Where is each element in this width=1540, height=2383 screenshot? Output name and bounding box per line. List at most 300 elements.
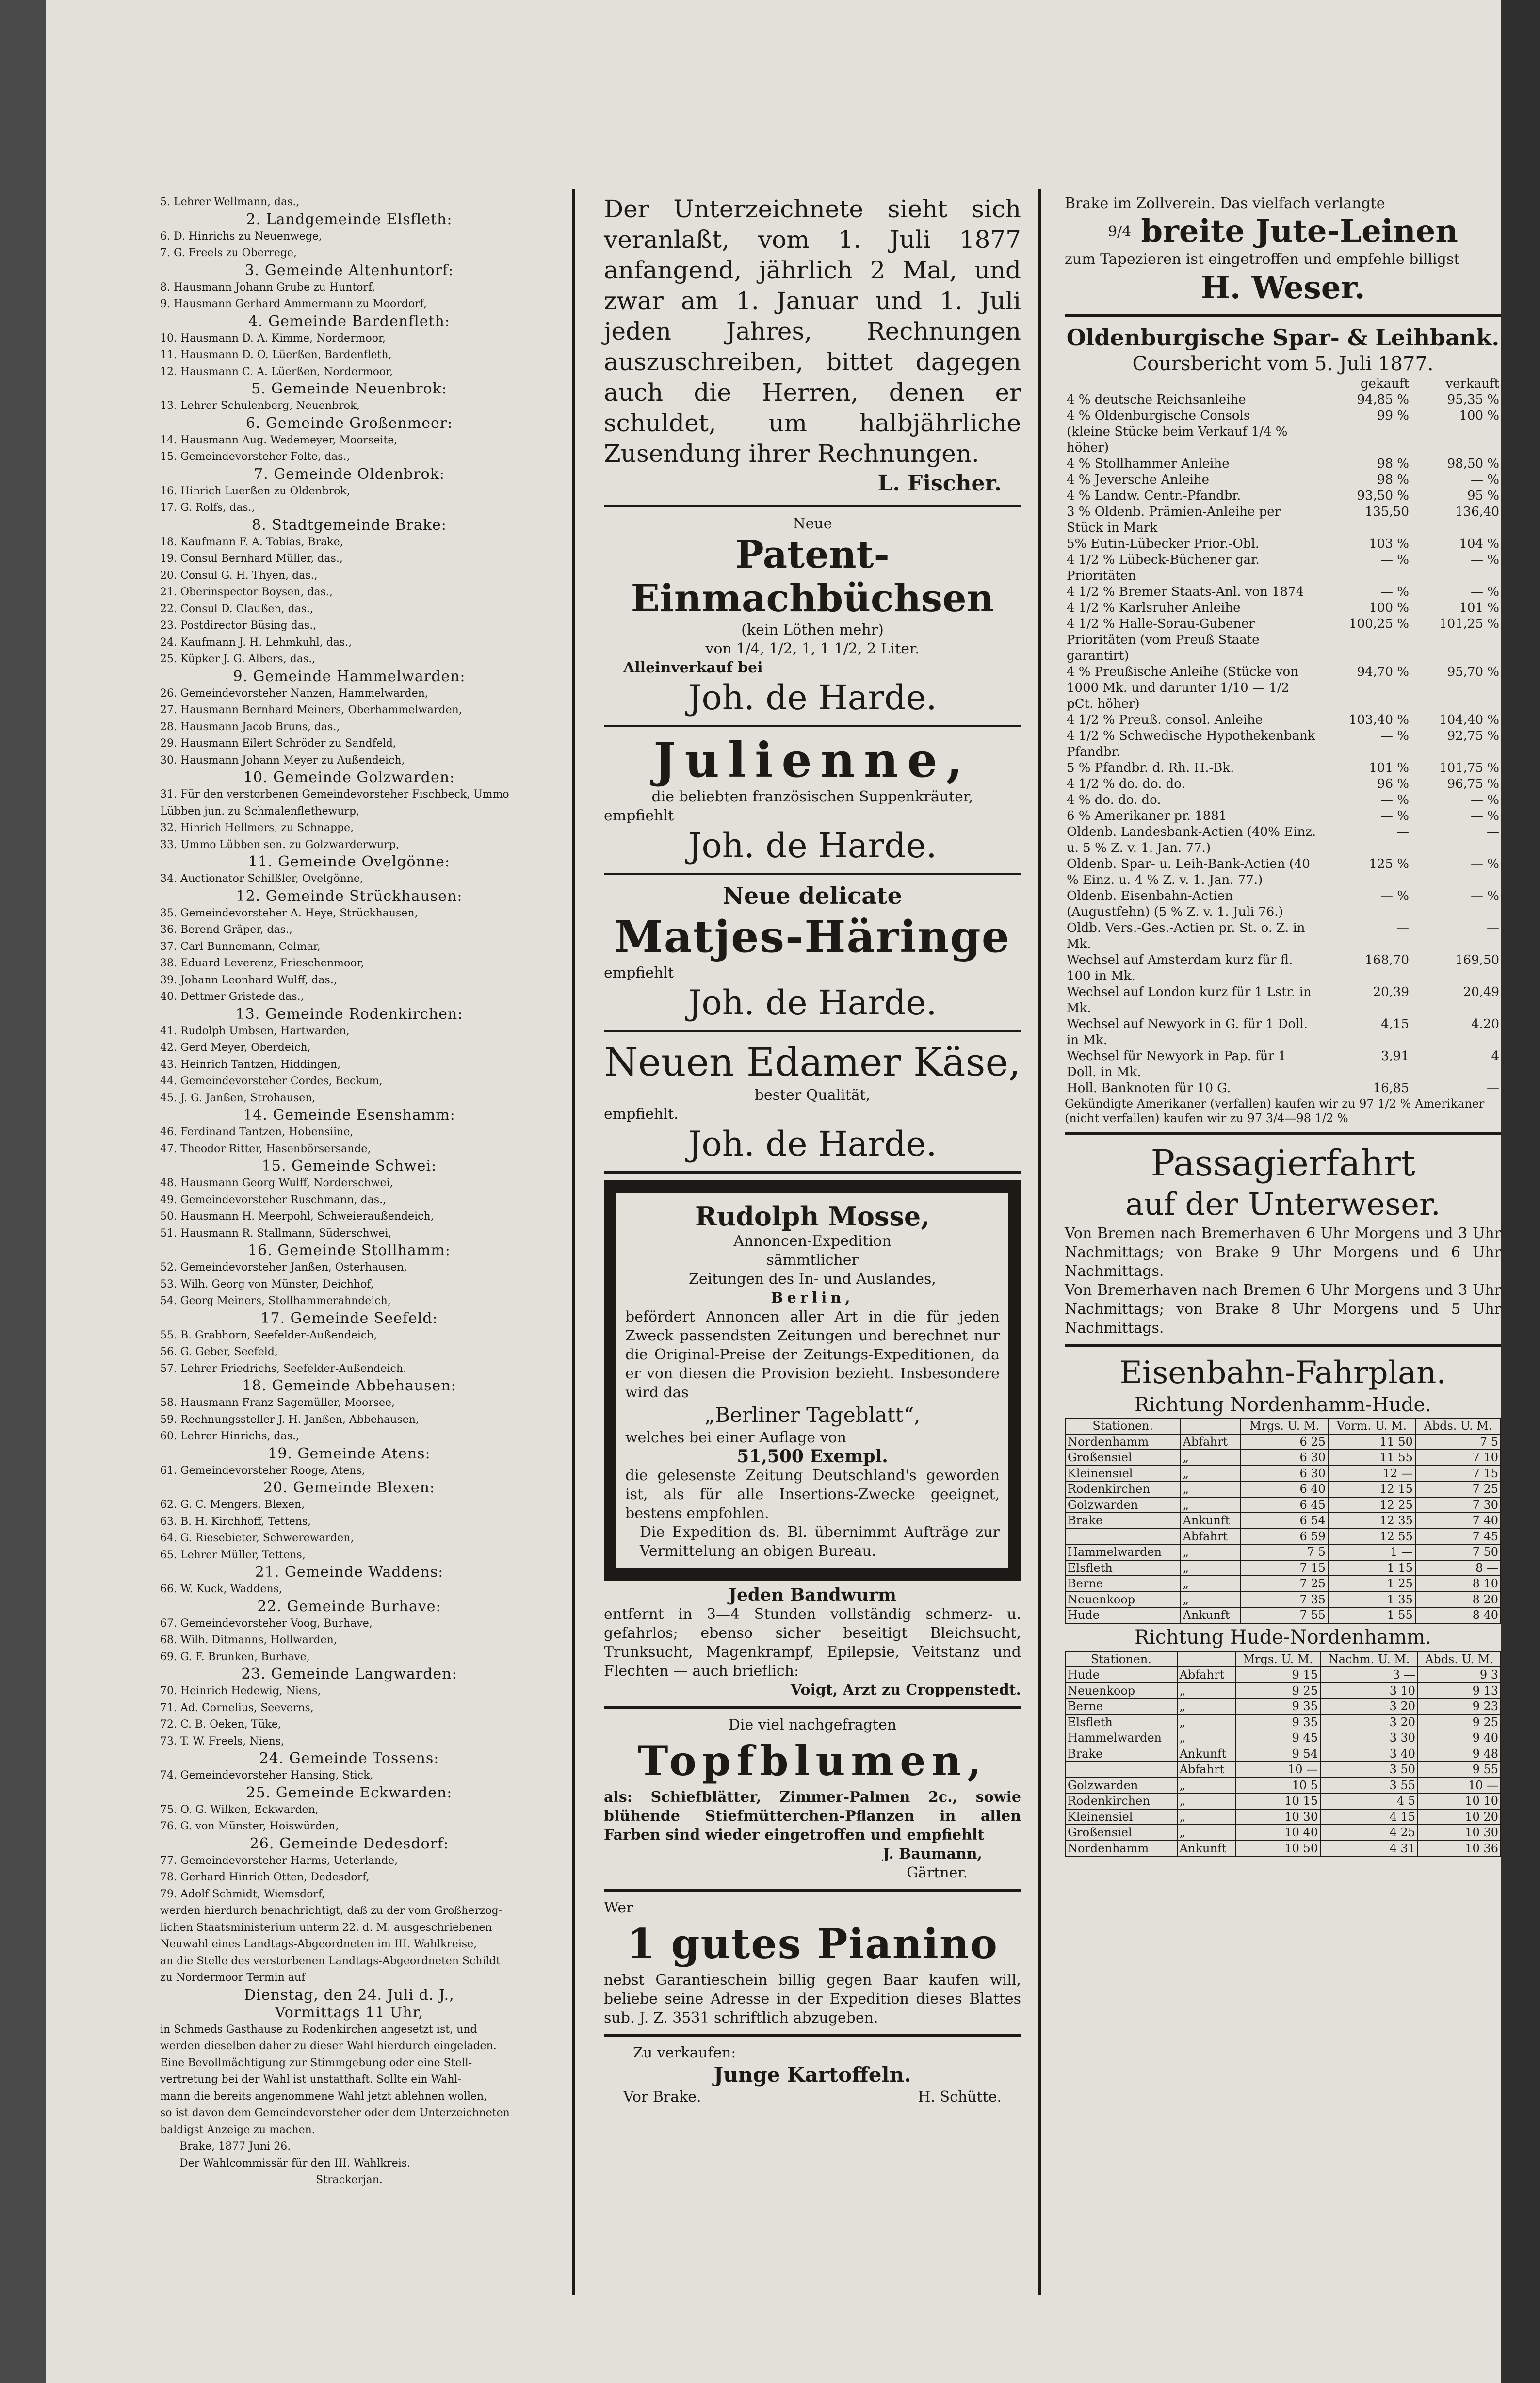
elector-entry: 23. Postdirector Büsing das., [160,620,317,632]
elector-entry: 62. G. C. Mengers, Blexen, [160,1499,305,1511]
rail-event: „ [1181,1497,1241,1513]
elector-entry: 77. Gemeindevorsteher Harms, Ueterlande, [160,1854,398,1867]
rail-row [1065,1746,1501,1762]
bank-security-name: 4 % deutsche Reichsanleihe [1067,392,1246,407]
rail-row [1065,1667,1501,1683]
rail-station: Kleinensiel [1065,1809,1177,1825]
ad-sale-title: Junge Kartoffeln. [713,2063,911,2087]
notice-signatory: Der Wahlcommissär für den III. Wahlkreis. [179,2157,411,2170]
bank-rate-value: — [1487,1081,1499,1095]
elector-entry: 74. Gemeindevorsteher Hansing, Stick, [160,1769,373,1781]
bank-rate-value [1411,424,1501,456]
rail-time: 10 — [1418,1778,1501,1794]
bank-rate-row [1065,488,1501,504]
elector-entry: 67. Gemeindevorsteher Voog, Burhave, [160,1617,373,1630]
rail-time: 1 25 [1328,1576,1415,1592]
municipality-heading: 9. Gemeinde Hammelwarden: [233,668,466,685]
elector-entry: 69. G. F. Brunken, Burhave, [160,1650,310,1663]
bank-rate-value: 104,40 % [1439,713,1499,727]
rail-row [1065,1450,1501,1466]
municipality-heading: 10. Gemeinde Golzwarden: [243,769,455,786]
bank-rate-row [1065,472,1501,488]
ad-matjes-title: Matjes-Häringe [615,911,1010,963]
rail-time: 6 30 [1241,1466,1328,1482]
elector-entry: 8. Hausmann Johann Grube zu Huntorf, [160,281,375,294]
ad-piano-title: 1 gutes Pianino [627,1920,998,1968]
bank-rate-value: 169,50 [1455,953,1499,967]
bank-rate-row [1065,952,1501,984]
rail-column-header: Abds. U. M. [1415,1418,1501,1434]
elector-entry: 16. Hinrich Luerßen zu Oldenbrok, [160,485,350,497]
bank-rate-row [1065,616,1501,664]
rail-time: 7 25 [1241,1576,1328,1592]
ad-worm-signature: Voigt, Arzt zu Croppenstedt. [790,1681,1021,1698]
rail-time: 7 55 [1241,1607,1328,1623]
elector-entry: 33. Ummo Lübben sen. zu Golzwarderwurp, [160,838,399,851]
elector-entry: 64. G. Riesebieter, Schwerewarden, [160,1532,354,1544]
rail-event: Ankunft [1177,1746,1236,1762]
column-finance-transport [1065,194,1501,1857]
municipality-heading: 18. Gemeinde Abbehausen: [242,1377,456,1394]
rail-station: Neuenkoop [1065,1592,1181,1608]
rail-event: „ [1177,1714,1236,1730]
bank-title: Oldenburgische Spar- & Leihbank. [1066,325,1500,351]
rail-event: „ [1181,1466,1241,1482]
bank-security-name: 4 1/2 % Schwedische Hypothekenbank Pfandbr. [1067,729,1315,759]
municipality-heading: 22. Gemeinde Burhave: [257,1598,441,1615]
bank-rate-row [1065,920,1501,952]
rail-direction-2: Richtung Hude-Nordenhamm. [1135,1626,1431,1649]
elector-entry: 11. Hausmann D. O. Lüerßen, Bardenfleth, [160,349,392,361]
rail-time: 9 3 [1418,1667,1501,1683]
bank-rate-value: 4,15 [1381,1017,1409,1031]
ad-mosse-body2: die gelesenste Zeitung Deutschland's geworden ist, als für alle Insertions-Zwecke geeignet, bestens empfohlen. [625,1467,1000,1522]
bank-rate-row [1065,408,1501,424]
ad-jute-line1: Brake im Zollverein. Das vielfach verlangte [1065,195,1385,212]
bank-rate-value: 100,25 % [1349,617,1409,631]
municipality-heading: 14. Gemeinde Esenshamm: [243,1107,455,1124]
rail-event: Abfahrt [1177,1762,1236,1778]
elector-entry: 49. Gemeindevorsteher Ruschmann, das., [160,1193,387,1206]
rail-time: 11 50 [1328,1434,1415,1450]
rail-event: „ [1177,1683,1236,1699]
fischer-signature: L. Fischer. [877,471,1002,496]
ad-einmach-line2: von 1/4, 1/2, 1, 1 1/2, 2 Liter. [705,640,920,657]
ship-title: Passagierfahrt [1151,1143,1415,1184]
elector-entry: 31. Für den verstorbenen Gemeindevorsteher Fischbeck, Ummo [160,788,509,800]
rail-time: 6 59 [1241,1529,1328,1545]
bank-security-name: (kleine Stücke beim Verkauf 1/4 % höher) [1067,424,1288,455]
rail-time: 10 50 [1235,1841,1320,1857]
fischer-notice: Der Unterzeichnete sieht sich veranlaßt, vom 1. Juli 1877 anfangend, jährlich 2 Mal, und zwar am 1. Januar und 1. Juli jeden Jahres, Rechnungen auszuschreiben, bittet dagegen auch die Herren, denen er schuldet, um halbjährliche Zusendung ihrer Rechnungen. [604,195,1021,468]
elector-entry: 70. Heinrich Hedewig, Niens, [160,1685,321,1697]
rail-time: 1 35 [1328,1592,1415,1608]
bank-rate-value: 104 % [1459,537,1499,551]
rail-row [1065,1698,1501,1714]
rail-station: Hammelwarden [1065,1544,1181,1560]
rail-time: 3 40 [1320,1746,1418,1762]
notice-place-date: Brake, 1877 Juni 26. [179,2140,291,2153]
rail-column-header: Nachm. U. M. [1320,1651,1418,1667]
rail-row [1065,1762,1501,1778]
bank-subtitle: Coursbericht vom 5. Juli 1877. [1132,353,1434,375]
bank-rate-row [1065,808,1501,824]
bank-security-name: 4 % do. do. do. [1067,793,1161,807]
rail-station: Neuenkoop [1065,1683,1177,1699]
rail-time: 7 15 [1415,1466,1501,1482]
bank-rate-value: — % [1471,473,1499,487]
elector-entry: 71. Ad. Cornelius, Seeverns, [160,1701,314,1714]
ad-jute-fraction: 9/4 [1108,223,1132,240]
rail-event: „ [1177,1730,1236,1746]
rail-time: 10 40 [1235,1825,1320,1841]
elector-entry: 6. D. Hinrichs zu Neuenwege, [160,230,322,243]
rail-event: „ [1181,1576,1241,1592]
bank-rate-value: 136,40 [1455,505,1499,519]
ad-mosse-title: Rudolph Mosse, [695,1201,930,1232]
rail-column-header [1181,1418,1241,1434]
bank-rate-value: 20,49 [1463,985,1499,999]
elector-entry: 5. Lehrer Wellmann, das., [160,196,300,208]
notice-date: Dienstag, den 24. Juli d. J., [244,1986,454,2004]
municipality-heading: 25. Gemeinde Eckwarden: [246,1784,453,1801]
rail-station: Brake [1065,1746,1177,1762]
elector-entry: 79. Adolf Schmidt, Wiemsdorf, [160,1888,325,1900]
municipality-heading: 8. Stadtgemeinde Brake: [252,516,447,534]
rail-time: 10 36 [1418,1841,1501,1857]
ad-worm-body: entfernt in 3—4 Stunden vollständig schmerz- u. gefahrlos; ebenso sicher beseitigt Bleichsucht, Trunksucht, Magenkrampf, Epilepsie, Veitstanz und Flechten — auch brieflich: [604,1606,1021,1680]
bank-rate-table [1065,376,1501,1096]
rail-time: 8 10 [1415,1576,1501,1592]
notice-line: Neuwahl eines Landtags-Abgeordneten im III. Wahlkreise, [160,1938,477,1950]
rail-title: Eisenbahn-Fahrplan. [1119,1355,1446,1391]
bank-rate-value: — [1487,825,1499,839]
bank-security-name: 4 1/2 % Preuß. consol. Anleihe [1067,713,1263,727]
bank-security-name: 4 1/2 % do. do. do. [1067,777,1185,791]
municipality-heading: 26. Gemeinde Dedesdorf: [249,1835,449,1852]
notice-line: werden dieselben daher zu dieser Wahl hierdurch eingeladen. [160,2040,497,2052]
bank-rate-value: 98,50 % [1447,457,1499,471]
column-rule-2 [1038,189,1041,2295]
rail-row [1065,1793,1501,1809]
elector-entry: 78. Gerhard Hinrich Otten, Dedesdorf, [160,1871,370,1883]
rail-time: 12 35 [1328,1513,1415,1529]
ship-schedule-1: Von Bremen nach Bremerhaven 6 Uhr Morgens und 3 Uhr Nachmittags; von Brake 9 Uhr Morgens und 6 Uhr Nachmittags. [1065,1225,1501,1280]
elector-entry: 73. T. W. Freels, Niens, [160,1735,285,1747]
rail-time: 9 25 [1235,1683,1320,1699]
rail-event: „ [1177,1698,1236,1714]
ad-topf-title: Topfblumen, [637,1737,988,1785]
rail-station: Großensiel [1065,1825,1177,1841]
bank-rate-row [1065,584,1501,600]
ad-mosse-line1: Zeitungen des In- und Auslandes, [689,1271,936,1288]
rail-time: 3 20 [1320,1698,1418,1714]
ad-mosse-paper: „Berliner Tageblatt“, [704,1403,921,1427]
elector-list [160,194,538,1903]
bank-rate-value: 101 % [1459,601,1499,615]
rail-event: Abfahrt [1181,1434,1241,1450]
elector-entry: 7. G. Freels zu Oberrege, [160,247,297,259]
elector-entry: 51. Hausmann R. Stallmann, Süderschwei, [160,1227,392,1240]
ad-jute-title: breite Jute-Leinen [1141,213,1458,249]
page-edge-shadow [1501,0,1540,2383]
bank-rate-value: 168,70 [1365,953,1409,967]
bank-rate-value: 93,50 % [1357,489,1409,503]
elector-entry: 34. Auctionator Schilßler, Ovelgönne, [160,873,364,885]
bank-rate-row [1065,984,1501,1016]
ad-sale-pre: Zu verkaufen: [633,2044,736,2061]
municipality-heading: 13. Gemeinde Rodenkirchen: [235,1005,463,1023]
elector-entry: 42. Gerd Meyer, Oberdeich, [160,1042,311,1054]
rail-row [1065,1730,1501,1746]
ad-piano-body: nebst Garantieschein billig gegen Baar kaufen will, beliebe seine Adresse in der Expedition dieses Blattes sub. J. Z. 3531 schriftlich abzugeben. [604,1972,1021,2026]
ad-jute-signature: H. Weser. [1200,270,1365,306]
rail-time: 3 30 [1320,1730,1418,1746]
rail-time: 12 — [1328,1466,1415,1482]
rail-time: 10 10 [1418,1793,1501,1809]
ad-topf-signature2: Gärtner. [907,1864,968,1881]
ad-mosse-sub2: sämmtlicher [766,1252,859,1269]
rail-time: 4 25 [1320,1825,1418,1841]
bank-rate-value: 101,75 % [1439,761,1499,775]
bank-rate-value: — % [1380,729,1409,743]
bank-security-name: Oldenb. Eisenbahn-Actien (Augustfehn) (5 % Z. v. 1. Juli 76.) [1067,889,1283,919]
rail-station: Golzwarden [1065,1778,1177,1794]
rail-time: 10 15 [1235,1793,1320,1809]
elector-entry: 14. Hausmann Aug. Wedemeyer, Moorseite, [160,434,398,446]
bank-rate-row [1065,1048,1501,1080]
ad-einmach-pre: Neue [793,515,832,532]
elector-entry: 17. G. Rolfs, das., [160,502,255,514]
rail-time: 1 55 [1328,1607,1415,1623]
rail-time: 9 15 [1235,1667,1320,1683]
bank-rate-value: 20,39 [1373,985,1409,999]
rail-time: 7 25 [1415,1481,1501,1497]
bank-security-name: 4 % Preußische Anleihe (Stücke von 1000 Mk. und darunter 1/10 — 1/2 pCt. höher) [1067,665,1298,711]
bank-rate-value: 103 % [1369,537,1409,551]
ship-schedule-2: Von Bremerhaven nach Bremen 6 Uhr Morgens und 3 Uhr Nachmittags; von Brake 8 Uhr Morgens und 5 Uhr Nachmittags. [1065,1282,1501,1337]
notice-line: mann die bereits angenommene Wahl jetzt ablehnen wollen, [160,2090,487,2103]
bank-rate-row [1065,456,1501,472]
rail-station: Hude [1065,1607,1181,1623]
ad-piano-pre: Wer [604,1899,633,1916]
rail-row [1065,1497,1501,1513]
bank-rate-value: 101,25 % [1439,617,1499,631]
rail-time: 9 13 [1418,1683,1501,1699]
rail-station: Golzwarden [1065,1497,1181,1513]
rail-event: Ankunft [1181,1513,1241,1529]
elector-entry: 47. Theodor Ritter, Hasenbörsersande, [160,1143,371,1155]
rail-station: Kleinensiel [1065,1466,1181,1482]
rail-column-header: Abds. U. M. [1418,1651,1501,1667]
elector-entry: 46. Ferdinand Tantzen, Hobensiine, [160,1126,354,1138]
rail-station: Rodenkirchen [1065,1793,1177,1809]
elector-entry: 39. Johann Leonhard Wulff, das., [160,974,337,986]
rail-row [1065,1481,1501,1497]
ad-matjes-line1: empfiehlt [604,964,674,981]
bank-security-name: Wechsel für Newyork in Pap. für 1 Doll. in Mk. [1067,1049,1286,1079]
bank-rate-value: 94,85 % [1357,392,1409,407]
bank-rate-row [1065,824,1501,856]
notice-line: in Schmeds Gasthause zu Rodenkirchen angesetzt ist, und [160,2023,477,2036]
rail-time: 12 15 [1328,1481,1415,1497]
elector-entry: 35. Gemeindevorsteher A. Heye, Strückhausen, [160,907,418,919]
elector-entry: 10. Hausmann D. A. Kimme, Nordermoor, [160,332,386,344]
bank-security-name: 4 % Oldenburgische Consols [1067,408,1250,423]
rail-station: Berne [1065,1576,1181,1592]
municipality-heading: 23. Gemeinde Langwarden: [241,1665,457,1682]
column-advertisements [604,194,1021,2106]
elector-entry: 76. G. von Münster, Hoiswürden, [160,1820,339,1832]
elector-entry: 48. Hausmann Georg Wulff, Norderschwei, [160,1177,393,1189]
rail-event: Ankunft [1181,1607,1241,1623]
municipality-heading: 20. Gemeinde Blexen: [263,1479,436,1496]
elector-entry: 55. B. Grabhorn, Seefelder-Außendeich, [160,1329,377,1341]
ad-einmach-line1: (kein Löthen mehr) [741,621,884,638]
bank-security-name: 5 % Pfandbr. d. Rh. H.-Bk. [1067,761,1234,775]
bank-rate-row [1065,424,1501,456]
bank-rate-value: 95 % [1467,489,1499,503]
municipality-heading: 4. Gemeinde Bardenfleth: [248,312,450,330]
elector-entry: 61. Gemeindevorsteher Rooge, Atens, [160,1464,365,1477]
municipality-heading: 2. Landgemeinde Elsfleth: [246,211,453,228]
bank-security-name: 4 % Stollhammer Anleihe [1067,457,1230,471]
bank-rate-row [1065,1080,1501,1096]
rail-time: 4 5 [1320,1793,1418,1809]
elector-entry: 22. Consul D. Claußen, das., [160,603,314,615]
notice-signature: Strackerjan. [316,2174,383,2186]
ad-topf-signature: J. Baumann, [883,1845,982,1862]
rail-row [1065,1466,1501,1482]
rail-time: 3 50 [1320,1762,1418,1778]
bank-rate-value: — [1487,921,1499,935]
rail-row [1065,1778,1501,1794]
bank-rate-value: 100 % [1369,601,1409,615]
rail-event: „ [1181,1481,1241,1497]
bank-rate-value [1321,424,1411,456]
elector-entry: 50. Hausmann H. Meerpohl, Schweieraußendeich, [160,1210,434,1223]
bank-security-name: 6 % Amerikaner pr. 1881 [1067,809,1227,823]
elector-entry: 58. Hausmann Franz Sagemüller, Moorsee, [160,1397,395,1409]
rail-row [1065,1544,1501,1560]
bank-rate-value: — [1396,825,1409,839]
bank-security-name: 4 1/2 % Lübeck-Büchener gar. Prioritäten [1067,553,1260,583]
rail-time: 9 35 [1235,1698,1320,1714]
bank-rate-value: — % [1471,809,1499,823]
rail-time: 9 40 [1418,1730,1501,1746]
bank-rate-value: 100 % [1459,408,1499,423]
rail-event: „ [1177,1793,1236,1809]
notice-text [160,1903,538,1987]
rail-station: Hammelwarden [1065,1730,1177,1746]
rail-time: 10 20 [1418,1809,1501,1825]
rail-time: 1 15 [1328,1560,1415,1576]
rail-time: 3 10 [1320,1683,1418,1699]
bank-rate-value: — % [1471,585,1499,599]
ad-kaese-line2: empfiehlt. [604,1106,679,1123]
bank-column-header [1065,376,1321,392]
rail-station: Berne [1065,1698,1177,1714]
rail-station: Brake [1065,1513,1181,1529]
notice-line: baldigst Anzeige zu machen. [160,2123,315,2136]
bank-rate-row [1065,760,1501,776]
notice-line: lichen Staatsministerium unterm 22. d. M. ausgeschriebenen [160,1921,492,1934]
ad-jute-line2: zum Tapezieren ist eingetroffen und empfehle billigst [1065,251,1460,268]
elector-entry: 53. Wilh. Georg von Münster, Deichhof, [160,1278,374,1290]
municipality-heading: 5. Gemeinde Neuenbrok: [251,380,447,397]
bank-rate-value: 103,40 % [1349,713,1409,727]
bank-rate-value: 98 % [1377,457,1409,471]
municipality-heading: 3. Gemeinde Altenhuntorf: [244,261,454,279]
bank-rate-value: — % [1380,793,1409,807]
rail-time: 6 54 [1241,1513,1328,1529]
rail-event: Abfahrt [1177,1667,1236,1683]
bank-rate-row [1065,1016,1501,1048]
bank-rate-value: — % [1380,889,1409,903]
rail-column-header: Stationen. [1065,1651,1177,1667]
bank-rate-value: — % [1471,889,1499,903]
rail-column-header: Stationen. [1065,1418,1181,1434]
rail-column-header: Mrgs. U. M. [1241,1418,1328,1434]
rail-row [1065,1683,1501,1699]
bank-rate-value: — % [1471,553,1499,567]
elector-entry: 65. Lehrer Müller, Tettens, [160,1549,306,1561]
rail-event: Abfahrt [1181,1529,1241,1545]
bank-rate-value: 95,35 % [1447,392,1499,407]
elector-entry: 21. Oberinspector Boysen, das., [160,586,333,598]
ad-topf-pre: Die viel nachgefragten [728,1716,897,1733]
bank-rate-value: 95,70 % [1447,665,1499,679]
rail-time: 9 23 [1418,1698,1501,1714]
ad-sale-place: Vor Brake. [623,2089,701,2106]
elector-entry: 32. Hinrich Hellmers, zu Schnappe, [160,822,354,834]
elector-entry: 20. Consul G. H. Thyen, das., [160,569,318,582]
rail-timetable-1 [1065,1418,1501,1624]
bank-rate-value: 3,91 [1381,1049,1409,1063]
municipality-heading: 24. Gemeinde Tossens: [259,1750,439,1767]
rail-station: Rodenkirchen [1065,1481,1181,1497]
rail-timetable-2 [1065,1651,1501,1857]
elector-entry: 18. Kaufmann F. A. Tobias, Brake, [160,536,343,548]
rail-time: 6 40 [1241,1481,1328,1497]
bank-security-name: 3 % Oldenb. Prämien-Anleihe per Stück in Mark [1067,505,1281,535]
bank-security-name: Wechsel auf Amsterdam kurz für fl. 100 in Mk. [1067,953,1293,983]
elector-entry: 38. Eduard Leverenz, Frieschenmoor, [160,957,364,969]
elector-entry: Lübben jun. zu Schmalenflethewurp, [160,805,360,817]
bank-rate-value: 96,75 % [1447,777,1499,791]
rail-station: Großensiel [1065,1450,1181,1466]
rail-column-header: Vorm. U. M. [1328,1418,1415,1434]
elector-entry: 75. O. G. Wilken, Eckwarden, [160,1803,319,1816]
bank-rate-row [1065,712,1501,728]
elector-entry: 45. J. G. Janßen, Strohausen, [160,1092,316,1104]
ad-mosse-line2: Berlin, [771,1289,854,1306]
bank-security-name: 4 % Jeversche Anleihe [1067,473,1210,487]
bank-rate-value: 135,50 [1365,505,1409,519]
rail-row [1065,1825,1501,1841]
bank-rate-value: 98 % [1377,473,1409,487]
ad-matjes-pre: Neue delicate [722,882,903,910]
ad-mosse-box [604,1180,1021,1581]
rail-row [1065,1607,1501,1623]
elector-entry: 63. B. H. Kirchhoff, Tettens, [160,1515,311,1528]
municipality-heading: 16. Gemeinde Stollhamm: [248,1242,451,1259]
notice-line: so ist davon dem Gemeindevorsteher oder dem Unterzeichneten [160,2107,510,2119]
rail-station [1065,1762,1177,1778]
bank-security-name: Wechsel auf Newyork in G. für 1 Doll. in Mk. [1067,1017,1308,1047]
municipality-heading: 21. Gemeinde Waddens: [255,1564,444,1581]
rail-time: 4 15 [1320,1809,1418,1825]
